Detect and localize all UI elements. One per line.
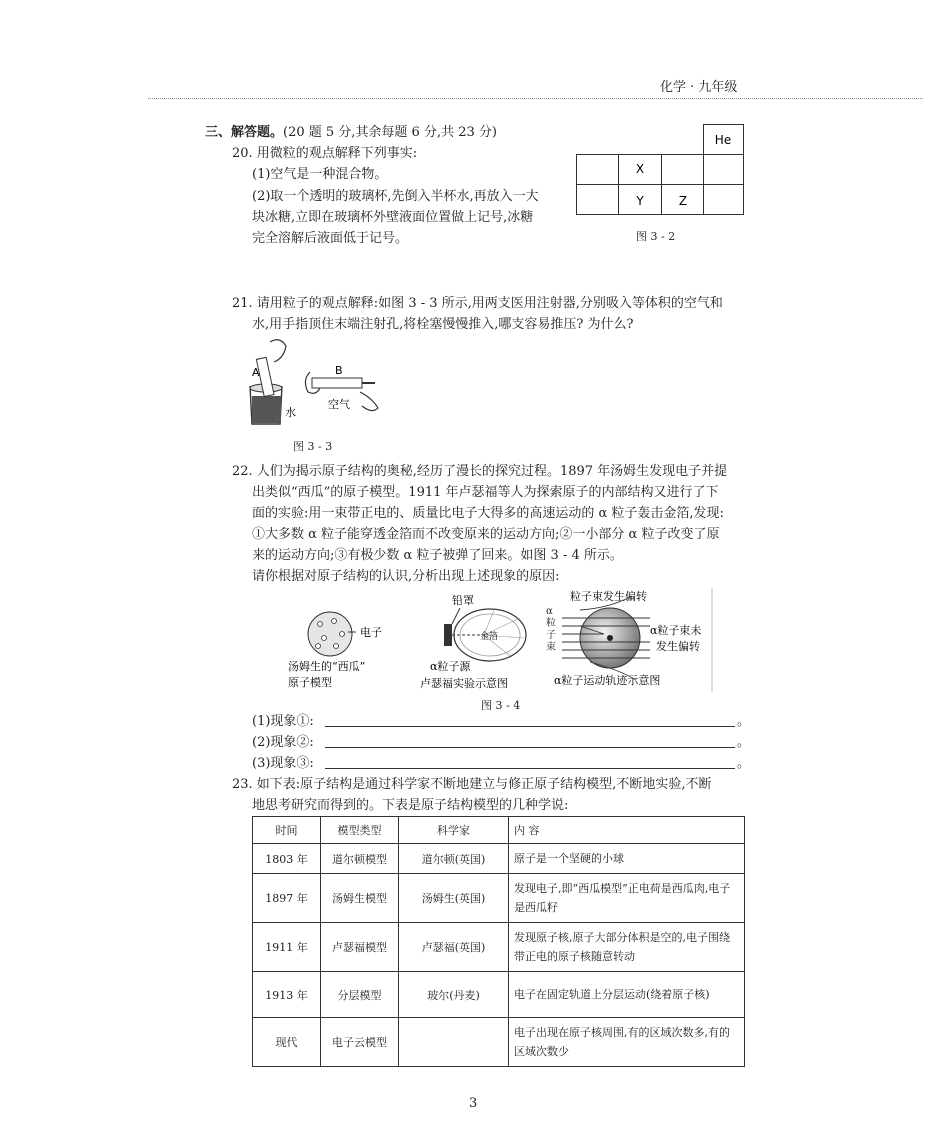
answer-3-blank[interactable] [325,768,735,769]
cell-scientist: 卢瑟福(英国) [399,923,509,972]
label-air: 空气 [328,398,350,411]
q20-item1: (1)空气是一种混合物。 [252,167,388,182]
fig32-caption: 图 3 - 2 [636,230,676,243]
cell-model: 分层模型 [321,972,399,1018]
q20-item2-line3: 完全溶解后液面低于记号。 [252,231,409,246]
cell-content: 发现电子,即“西瓜模型”正电荷是西瓜肉,电子是西瓜籽 [509,874,745,923]
table-row [253,972,745,1018]
section-heading [205,122,497,143]
fig32-periodic-grid [576,124,748,219]
trajectory-caption: α粒子运动轨迹示意图 [554,674,661,687]
cell-scientist: 汤姆生(英国) [399,874,509,923]
answer-1-end: 。 [737,714,751,729]
q21-line1: 21. 请用粒子的观点解释:如图 3 - 3 所示,用两支医用注射器,分别吸入等体积的空气和 [232,296,723,311]
page-number: 3 [469,1096,478,1111]
thomson-caption-2: 原子模型 [288,676,332,689]
q20-stem: 20. 用微粒的观点解释下列事实: [232,146,418,161]
cell-time: 现代 [253,1018,321,1067]
q20-item2-line2: 块冰糖,立即在玻璃杯外壁液面位置做上记号,冰糖 [252,210,534,225]
fig33-syringe-illustration [240,336,390,428]
header-time: 时间 [253,817,321,844]
answer-2-blank[interactable] [325,747,735,748]
header-scientist: 科学家 [399,817,509,844]
section-title: 三、解答题。 [205,125,284,140]
table-row [253,1018,745,1067]
cell-model: 卢瑟福模型 [321,923,399,972]
label-right-1: α粒子束未 [650,624,702,637]
cell-time: 1897 年 [253,874,321,923]
q22-line4: ①大多数 α 粒子能穿透金箔而不改变原来的运动方向;②一小部分 α 粒子改变了原 [252,527,720,542]
cell-time: 1913 年 [253,972,321,1018]
label-alpha-source: α粒子源 [430,660,471,673]
table-row [253,844,745,874]
atomic-models-table [252,816,745,1067]
page-header-subject: 化学 · 九年级 [660,80,738,95]
cell-content: 电子出现在原子核周围,有的区域次数多,有的区域次数少 [509,1018,745,1067]
header-divider [148,98,923,99]
header-model-type: 模型类型 [321,817,399,844]
q22-line3: 面的实验:用一束带正电的、质量比电子大得多的高速运动的 α 粒子轰击金箔,发现: [252,506,724,521]
q20-item2-line1: (2)取一个透明的玻璃杯,先倒入半杯水,再放入一大 [252,189,539,204]
cell-content: 原子是一个坚硬的小球 [509,844,745,874]
rutherford-caption: 卢瑟福实验示意图 [420,677,508,690]
answer-1-label: (1)现象①: [252,714,314,729]
q22-line5: 来的运动方向;③有极少数 α 粒子被弹了回来。如图 3 - 4 所示。 [252,548,623,563]
section-score-note: (20 题 5 分,其余每题 6 分,共 23 分) [283,125,497,140]
fig33-caption: 图 3 - 3 [293,440,333,453]
cell-scientist [399,1018,509,1067]
q22-line6: 请你根据对原子结构的认识,分析出现上述现象的原因: [252,569,560,584]
cell-model: 道尔顿模型 [321,844,399,874]
table-row [253,874,745,923]
thomson-caption-1: 汤姆生的“西瓜” [288,660,366,673]
label-electron: 电子 [360,626,382,639]
cell-he: He [714,133,732,147]
cell-model: 电子云模型 [321,1018,399,1067]
table-header-row [253,817,745,844]
label-beam-deflect-top: 粒子束发生偏转 [570,590,647,603]
label-right-2: 发生偏转 [656,640,700,653]
q22-line1: 22. 人们为揭示原子结构的奥秘,经历了漫长的探究过程。1897 年汤姆生发现电子并提 [232,464,728,479]
label-b: B [335,364,343,377]
cell-model: 汤姆生模型 [321,874,399,923]
q23-line2: 地思考研究而得到的。下表是原子结构模型的几种学说: [252,798,569,813]
q23-line1: 23. 如下表:原子结构是通过科学家不断地建立与修正原子结构模型,不断地实验,不断 [232,777,712,792]
answer-3-label: (3)现象③: [252,756,314,771]
table-row [253,923,745,972]
cell-y: Y [636,194,644,208]
fig34-atom-models [280,588,720,694]
label-gold-foil: 金箔 [480,632,499,642]
answer-2-label: (2)现象②: [252,735,314,750]
cell-scientist: 玻尔(丹麦) [399,972,509,1018]
label-lead-shield: 铅罩 [452,594,474,607]
answer-1-blank[interactable] [325,726,735,727]
cell-z: Z [678,194,688,208]
answer-3-end: 。 [737,756,751,771]
cell-scientist: 道尔顿(英国) [399,844,509,874]
answer-2-end: 。 [737,735,751,750]
cell-content: 发现原子核,原子大部分体积是空的,电子围绕带正电的原子核随意转动 [509,923,745,972]
q22-line2: 出类似“西瓜”的原子模型。1911 年卢瑟福等人为探索原子的内部结构又进行了下 [252,485,719,500]
cell-time: 1803 年 [253,844,321,874]
label-alpha-beam: α 粒 子 束 [546,606,556,653]
cell-content: 电子在固定轨道上分层运动(绕着原子核) [509,972,745,1018]
cell-x: X [635,162,645,176]
label-water: 水 [285,406,296,419]
q21-line2: 水,用手指顶住末端注射孔,将栓塞慢慢推入,哪支容易推压? 为什么? [252,317,634,332]
fig34-caption: 图 3 - 4 [481,699,521,712]
header-content: 内 容 [509,817,745,844]
cell-time: 1911 年 [253,923,321,972]
label-a: A [252,366,260,379]
